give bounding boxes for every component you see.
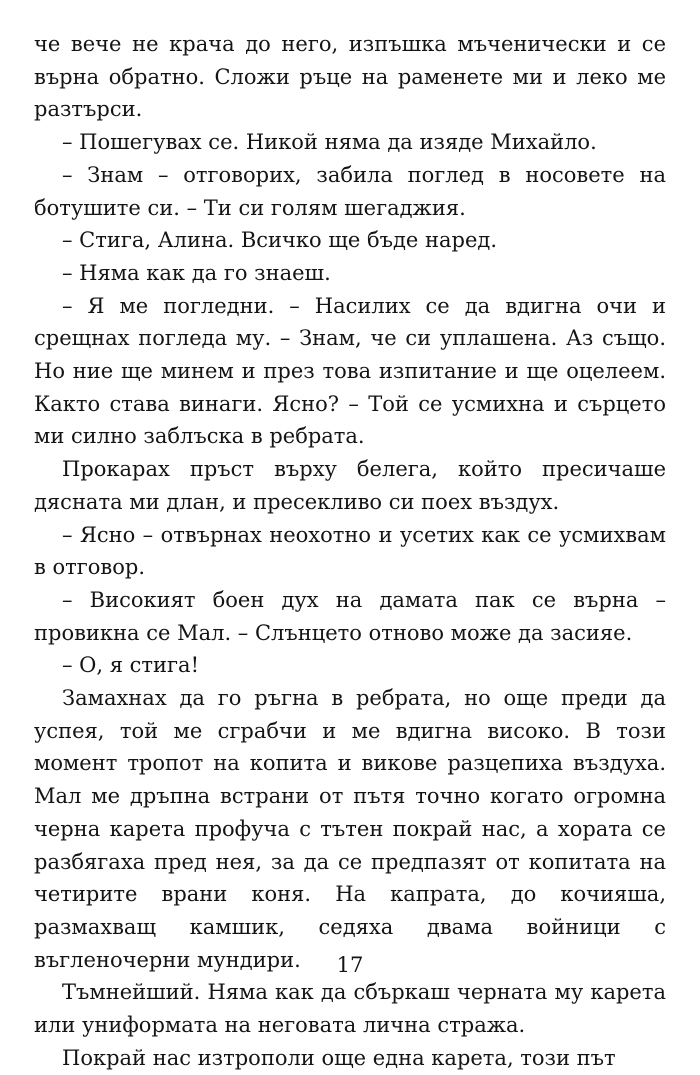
paragraph: – Знам – отговорих, забила поглед в носовете на ботушите си. – Ти си голям шегаджия. bbox=[34, 162, 666, 220]
paragraph: Покрай нас изтрополи още една карета, този път bbox=[62, 1045, 616, 1070]
paragraph: – Ясно – отвърнах неохотно и усетих как се усмихвам в отговор. bbox=[34, 522, 666, 580]
paragraph: – Стига, Алина. Всичко ще бъде наред. bbox=[62, 228, 498, 253]
paragraph: – Няма как да го знаеш. bbox=[62, 260, 331, 285]
paragraph: – Я ме погледни. – Насилих се да вдигна очи и срещнах погледа му. – Знам, че си уплашена. Аз също. Но ние ще минем и през това изпитание и ще оцелеем. Както става винаги. Ясно? – Той се усмихна и сърцето ми силно заблъска в ребрата. bbox=[34, 293, 666, 449]
paragraph: Замахнах да го ръгна в ребрата, но още преди да успея, той ме сграбчи и ме вдигна високо. В този момент тропот на копита и викове разцепиха въздуха. Мал ме дръпна встрани от пътя точно когато огромна черна карета профуча с тътен покрай нас, а хората се разбягаха пред нея, за да се предпазят от копитата на четирите врани коня. На капрата, до кочияша, размахващ камшик, седяха двама войници с въгленочерни мундири. bbox=[34, 686, 666, 972]
page-number: 17 bbox=[336, 953, 364, 977]
paragraph: – Пошегувах се. Никой няма да изяде Михайло. bbox=[62, 130, 597, 155]
paragraph: че вече не крача до него, изпъшка мъченически и се върна обратно. Сложи ръце на раменете ми и леко ме разтърси. bbox=[34, 32, 666, 122]
paragraph: – Високият боен дух на дамата пак се върна – провикна се Мал. – Слънцето отново може да засияе. bbox=[34, 587, 666, 645]
paragraph: Тъмнейший. Няма как да сбъркаш черната му карета или униформата на неговата лична стража. bbox=[34, 980, 666, 1038]
page-text bbox=[34, 28, 666, 1075]
paragraph: – О, я стига! bbox=[62, 653, 200, 678]
paragraph: Прокарах пръст върху белега, който пресичаше дясната ми длан, и пресекливо си поех въздух. bbox=[34, 457, 666, 514]
